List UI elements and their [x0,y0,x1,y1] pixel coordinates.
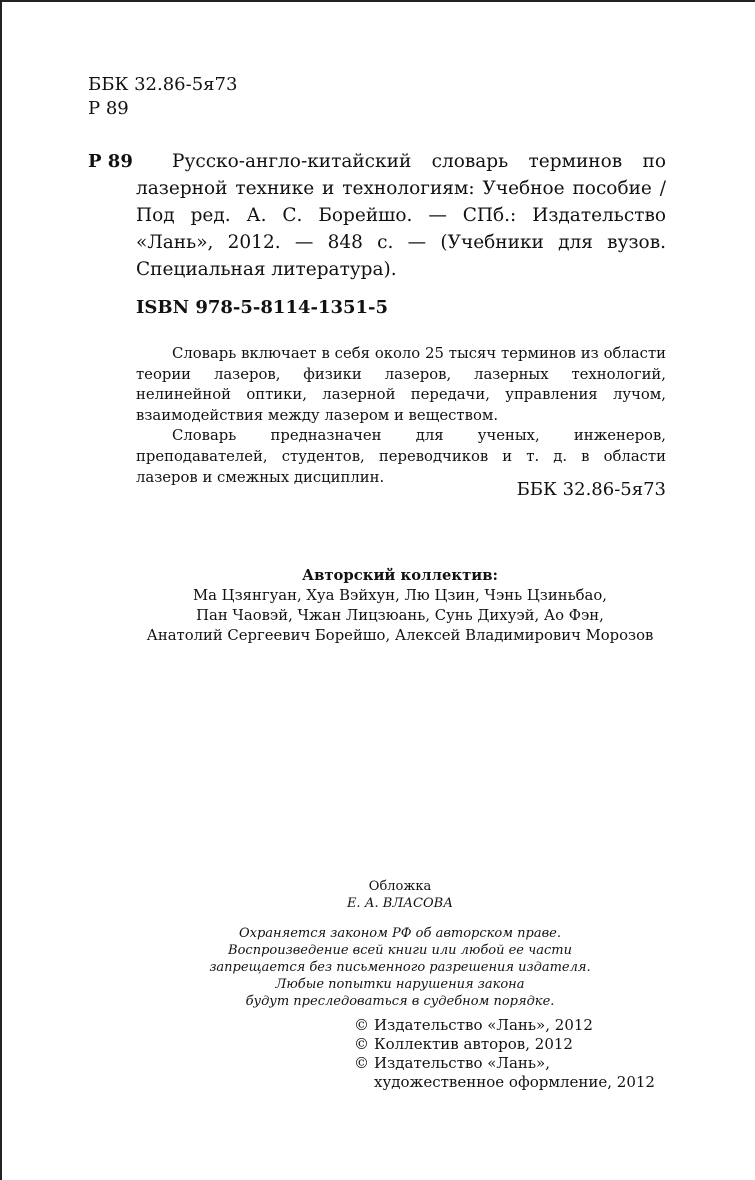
notice-line: Любые попытки нарушения закона [275,977,525,992]
rights-line-design [354,1054,655,1073]
page-top-border [0,0,755,2]
notice-line: Охраняется законом РФ об авторском праве. [239,926,561,941]
copyright-rights [354,1016,655,1092]
authors-heading: Авторский коллектив: [302,567,498,584]
notice-line: будут преследоваться в судебном порядке. [245,994,555,1009]
notice-line: запрещается без письменного разрешения издателя. [209,960,591,975]
bibliographic-entry [136,148,666,283]
rights-line-design-continued: художественное оформление, 2012 [374,1073,655,1091]
abstract-paragraph: Словарь предназначен для ученых, инженеров, преподавателей, студентов, переводчиков и т. д. в области лазеров и смежных дисциплин. [136,427,666,486]
abstract [136,344,666,488]
notice-line: Воспроизведение всей книги или любой ее части [228,943,572,958]
authors-line: Ма Цзянгуан, Хуа Вэйхун, Лю Цзин, Чэнь Цзиньбао, [193,587,607,604]
rights-text: Издательство «Лань», 2012 [374,1016,593,1034]
rights-line-authors [354,1035,655,1054]
rights-text: Коллектив авторов, 2012 [374,1035,573,1053]
cover-designer: Е. А. ВЛАСОВА [346,896,454,911]
bbk-header [88,73,237,121]
cover-label: Обложка [368,879,432,894]
rights-line-publisher [354,1016,655,1035]
copyright-notice [150,925,650,1010]
copyright-icon: © [354,1016,369,1034]
copyright-icon: © [354,1035,369,1053]
bbk-index: ББК 32.86-5я73 [88,74,238,95]
bbk-footer: ББК 32.86-5я73 [516,479,666,500]
page-left-border [0,0,2,1180]
authors-line: Пан Чаовэй, Чжан Лицзюань, Сунь Дихуэй, Ао Фэн, [196,607,604,624]
authors-block [100,566,700,646]
cover-credit [280,878,520,912]
rights-text: Издательство «Лань», [374,1054,551,1072]
entry-description: Русско-англо-китайский словарь терминов по лазерной технике и технологиям: Учебное пособие / Под ред. А. С. Борейшо. — СПб.: Издательство «Лань», 2012. — 848 с. — (Учебники для вузов. Специальная литература). [136,151,666,280]
copyright-icon: © [354,1054,369,1072]
author-mark: Р 89 [88,98,129,119]
entry-author-mark: Р 89 [88,151,133,172]
abstract-paragraph: Словарь включает в себя около 25 тысяч терминов из области теории лазеров, физики лазеров, лазерных технологий, нелинейной оптики, лазерной передачи, управления лучом, взаимодействия между лазером и веществом. [136,345,666,424]
isbn: ISBN 978-5-8114-1351-5 [136,297,389,318]
authors-line: Анатолий Сергеевич Борейшо, Алексей Владимирович Морозов [146,627,654,644]
